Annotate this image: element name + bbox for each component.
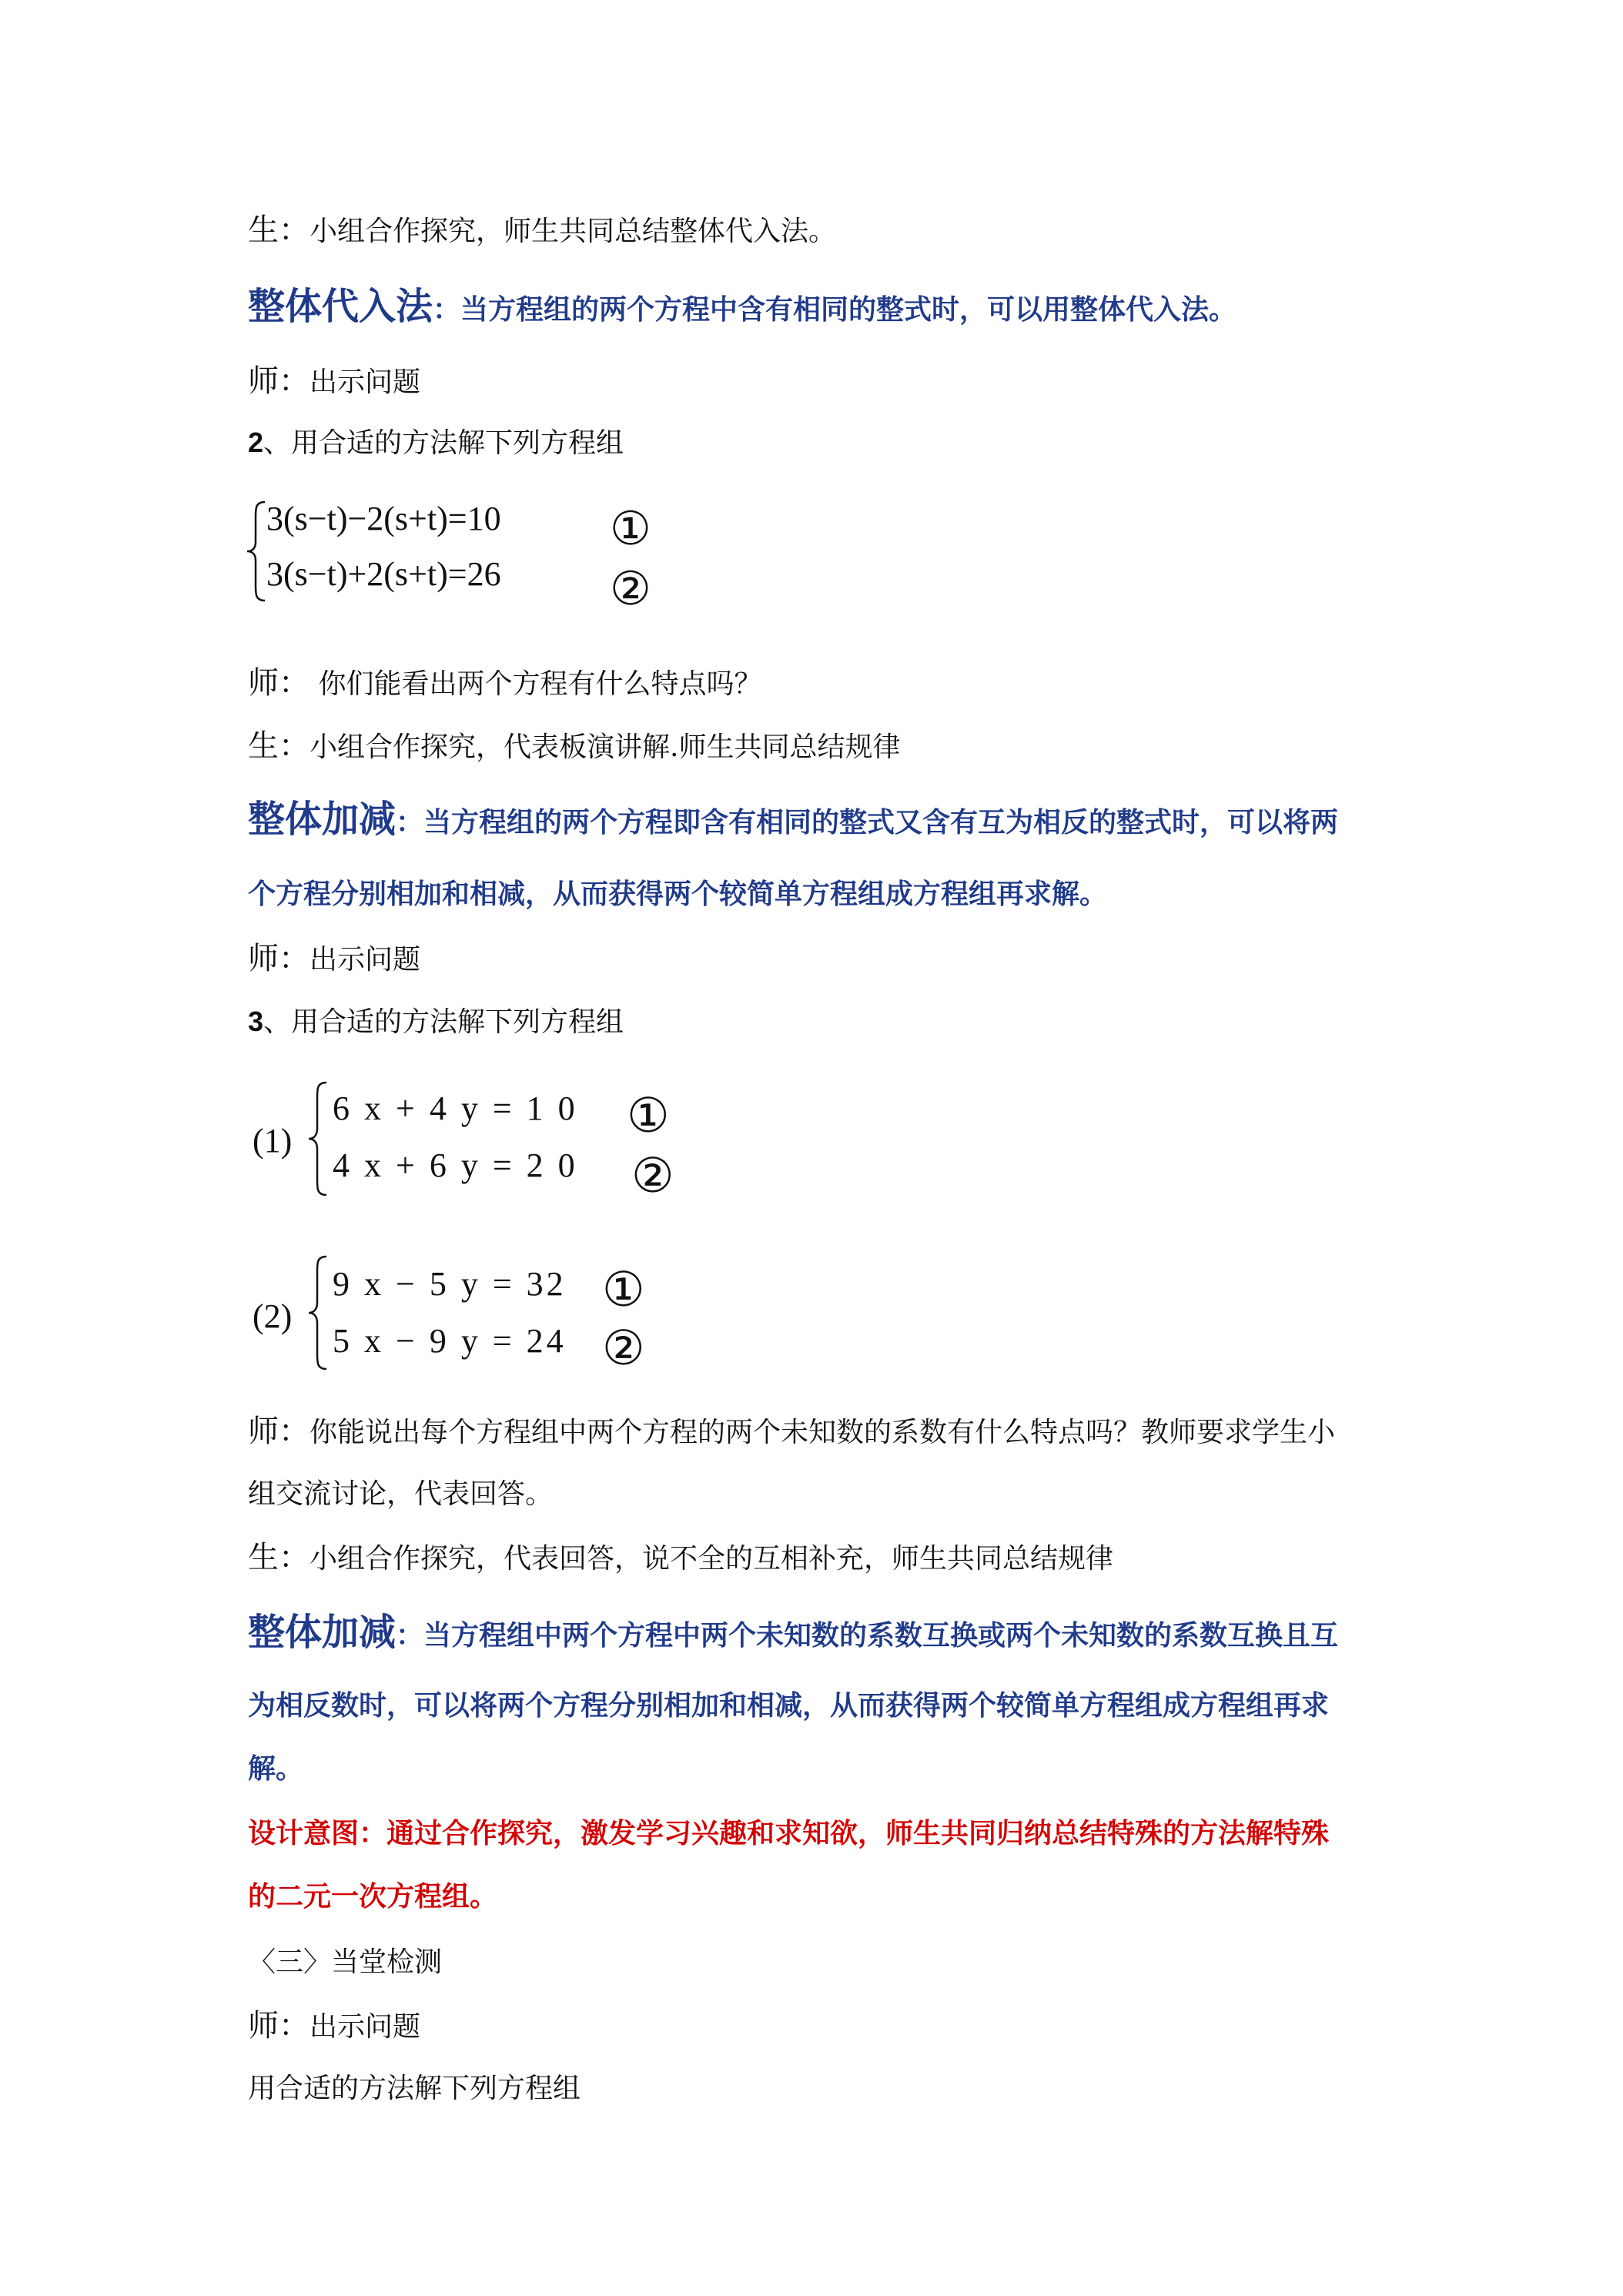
role-label: 师： — [248, 1414, 310, 1449]
problem-text: 、用合适的方法解下列方程组 — [263, 427, 624, 459]
problem-2-heading — [248, 425, 624, 461]
equation-c-1 — [333, 1264, 567, 1304]
left-brace-icon — [306, 1255, 330, 1371]
role-label: 师： — [248, 665, 310, 701]
section-heading-checkpoint: 〈三〉当堂检测 — [248, 1946, 443, 1978]
system-label: (1) — [253, 1122, 293, 1160]
equation-text: 6 x + 4 y = 1 0 — [333, 1089, 578, 1127]
circled-number-2: ② — [602, 1320, 645, 1376]
equation-b-1 — [333, 1089, 578, 1128]
line-student-summary-2 — [248, 728, 900, 765]
role-label: 生： — [248, 213, 310, 248]
equation-b-2 — [333, 1146, 578, 1185]
definition-add-subtract-2-end: 解。 — [248, 1752, 304, 1785]
role-label: 生： — [248, 728, 310, 764]
equation-c-2 — [333, 1321, 567, 1361]
equation-text: 5 x − 9 y = 24 — [333, 1322, 567, 1360]
definition-add-subtract-2 — [248, 1609, 1338, 1659]
role-label: 师： — [248, 2008, 310, 2043]
line-teacher-question-1 — [248, 363, 420, 400]
left-brace-icon — [245, 500, 268, 602]
line-text: 小组合作探究，代表板演讲解.师生共同总结规律 — [310, 731, 901, 763]
problem-number: 2 — [248, 427, 264, 458]
left-brace-icon — [306, 1081, 330, 1197]
circled-number-2: ② — [610, 562, 651, 616]
line-text: 出示问题 — [310, 366, 421, 398]
definition-add-subtract-2-cont: 为相反数时，可以将两个方程分别相加和相减，从而获得两个较简单方程组成方程组再求 — [248, 1689, 1330, 1722]
line-teacher-question-2 — [248, 665, 761, 702]
equation-text: 4 x + 6 y = 2 0 — [333, 1146, 578, 1184]
role-label: 师： — [248, 941, 310, 976]
role-label: 生： — [248, 1540, 310, 1575]
problem-text: 、用合适的方法解下列方程组 — [263, 1006, 624, 1038]
design-intent-cont: 的二元一次方程组。 — [248, 1880, 498, 1913]
circled-number-2: ② — [631, 1147, 674, 1203]
term-heading: 整体代入法 — [248, 285, 433, 328]
line-text: 出示问题 — [310, 2011, 421, 2043]
definition-text: ：当方程组中两个方程中两个未知数的系数互换或两个未知数的系数互换且互 — [396, 1619, 1339, 1652]
line-teacher-question-4 — [248, 1414, 1335, 1451]
term-heading: 整体加减 — [248, 798, 397, 841]
definition-add-subtract-1-cont: 个方程分别相加和相减，从而获得两个较简单方程组成方程组再求解。 — [248, 878, 1108, 910]
circled-number-1: ① — [602, 1261, 645, 1317]
line-teacher-question-3 — [248, 941, 420, 978]
definition-add-subtract-1 — [248, 796, 1338, 846]
circled-number-1: ① — [610, 502, 651, 556]
line-teacher-question-4-cont: 组交流讨论，代表回答。 — [248, 1478, 554, 1510]
equation-text: 9 x − 5 y = 32 — [333, 1265, 567, 1303]
term-heading: 整体加减 — [248, 1611, 397, 1654]
line-text: 出示问题 — [310, 944, 421, 976]
definition-substitution — [248, 283, 1236, 333]
line-text: 你能说出每个方程组中两个方程的两个未知数的系数有什么特点吗？教师要求学生小 — [310, 1417, 1336, 1448]
line-text: 小组合作探究，师生共同总结整体代入法。 — [310, 216, 837, 247]
problem-3-heading — [248, 1004, 624, 1040]
line-text: 你们能看出两个方程有什么特点吗？ — [310, 668, 762, 700]
line-student-summary-3 — [248, 1540, 1113, 1577]
design-intent: 设计意图：通过合作探究，激发学习兴趣和求知欲，师生共同归纳总结特殊的方法解特殊 — [248, 1817, 1330, 1849]
definition-text: ：当方程组的两个方程中含有相同的整式时，可以用整体代入法。 — [433, 293, 1237, 326]
line-student-summary-1 — [248, 213, 836, 249]
system-label: (2) — [253, 1297, 293, 1335]
circled-number-1: ① — [627, 1087, 670, 1143]
problem-number: 3 — [248, 1006, 264, 1037]
line-text: 小组合作探究，代表回答，说不全的互相补充，师生共同总结规律 — [310, 1543, 1114, 1575]
equation-a-2: 3(s−t)+2(s+t)=26 — [266, 555, 501, 593]
definition-text: ：当方程组的两个方程即含有相同的整式又含有互为相反的整式时，可以将两 — [396, 806, 1339, 838]
role-label: 师： — [248, 363, 310, 399]
line-final-task: 用合适的方法解下列方程组 — [248, 2073, 581, 2104]
equation-a-1: 3(s−t)−2(s+t)=10 — [266, 500, 501, 537]
line-teacher-question-5 — [248, 2008, 420, 2045]
